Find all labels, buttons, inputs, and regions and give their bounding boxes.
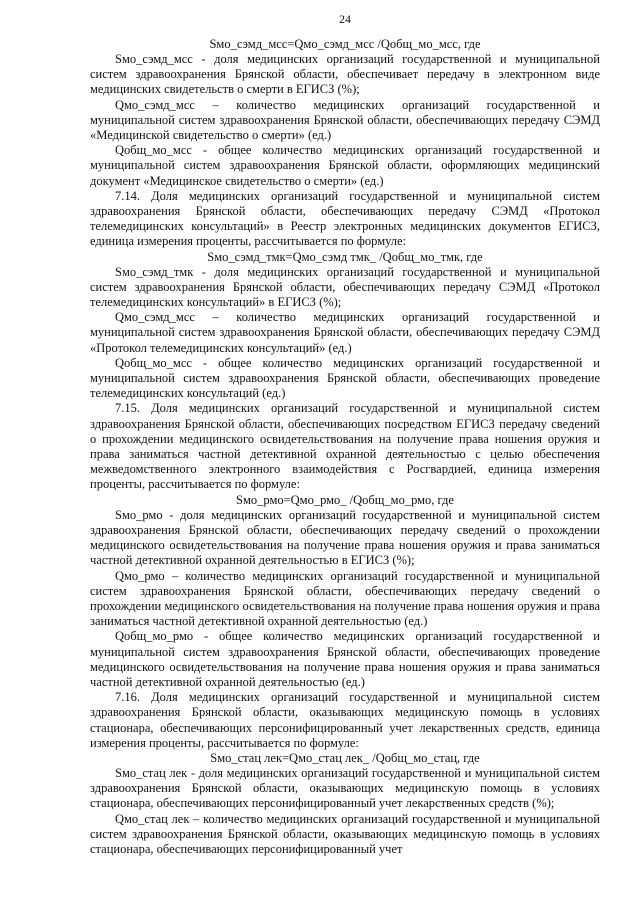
paragraph: Qмо_сэмд_мсс – количество медицинских организаций государственной и муниципальной систем здравоохранения Брянской области, обеспечивающих передачу СЭМД «Протокол телемедицинских консультаций» (ед.) <box>90 310 600 355</box>
paragraph: 7.16. Доля медицинских организаций государственной и муниципальной систем здравоохранения Брянской области, оказывающих медицинскую помощь в условиях стационара, обеспечивающих персонифицированный учет лекарственных средств, единица измерения проценты, рассчитывается по формуле: <box>90 690 600 750</box>
formula-line: Sмо_рмо=Qмо_рмо_ /Qобщ_мо_рмо, где <box>236 492 454 507</box>
paragraph: 7.15. Доля медицинских организаций государственной и муниципальной систем здравоохранения Брянской области, обеспечивающих посредством ЕГИСЗ передачу сведений о прохождении медицинского освидетельствования на получение права ношения оружия и права заниматься частной детективной охранной деятельностью с целью обеспечения межведомственного электронного взаимодействия с Росгвардией, единица измерения проценты, рассчитывается по формуле: <box>90 401 600 492</box>
paragraph: Qмо_стац лек – количество медицинских организаций государственной и муниципальной систем здравоохранения Брянской области, оказывающих медицинскую помощь в условиях стационара, обеспечивающих персонифицированный учет <box>90 811 600 856</box>
document-body <box>90 37 600 857</box>
paragraph: Sмо_стац лек - доля медицинских организаций государственной и муниципальной систем здравоохранения Брянской области, оказывающих медицинскую помощь в условиях стационара, обеспечивающих персонифицированный учет лекарственных средств (%); <box>90 765 600 811</box>
paragraph: Qобщ_мо_мсс - общее количество медицинских организаций государственной и муниципальной систем здравоохранения Брянской области, обеспечивающих проведение телемедицинских консультаций (ед.) <box>90 355 600 401</box>
paragraph: 7.14. Доля медицинских организаций государственной и муниципальной систем здравоохранения Брянской области, обеспечивающих передачу СЭМД «Протокол телемедицинских консультаций» в Реестр электронных медицинских документов ЕГИСЗ, единица измерения проценты, рассчитывается по формуле: <box>90 188 600 249</box>
formula-line: Sмо_стац лек=Qмо_стац лек_ /Qобщ_мо_стац, где <box>210 750 480 765</box>
page-number: 24 <box>339 12 351 26</box>
paragraph: Sмо_рмо - доля медицинских организаций государственной и муниципальной систем здравоохранения Брянской области, обеспечивающих передачу сведений о прохождении медицинского освидетельствования на получение права ношения оружия и права заниматься частной детективной охранной деятельностью в ЕГИСЗ (%); <box>90 507 600 568</box>
paragraph: Qобщ_мо_рмо - общее количество медицинских организаций государственной и муниципальной систем здравоохранения Брянской области, обеспечивающих проведение медицинского освидетельствования на получение права ношения оружия и права заниматься частной детективной охранной деятельностью (ед.) <box>90 629 600 689</box>
paragraph: Qобщ_мо_мсс - общее количество медицинских организаций государственной и муниципальной систем здравоохранения Брянской области, оформляющих медицинский документ «Медицинское свидетельство о смерти» (ед.) <box>90 143 600 188</box>
paragraph: Sмо_сэмд_тмк - доля медицинских организаций государственной и муниципальной систем здравоохранения Брянской области, обеспечивающих передачу СЭМД «Протокол телемедицинских консультаций» в ЕГИСЗ (%); <box>90 264 600 310</box>
formula-line: Sмо_сэмд_тмк=Qмо_сэмд тмк_ /Qобщ_мо_тмк, где <box>207 249 483 264</box>
paragraph: Qмо_сэмд_мсс – количество медицинских организаций государственной и муниципальной систем здравоохранения Брянской области, обеспечивающих передачу СЭМД «Медицинской свидетельство о смерти» (ед.) <box>90 97 600 143</box>
paragraph: Sмо_сэмд_мсс - доля медицинских организаций государственной и муниципальной систем здравоохранения Брянской области, обеспечивает передачу в электронном виде медицинских свидетельств о смерти в ЕГИСЗ (%); <box>90 52 600 97</box>
paragraph: Qмо_рмо – количество медицинских организаций государственной и муниципальной систем здравоохранения Брянской области, обеспечивающих передачу сведений о прохождении медицинского освидетельствования на получение права ношения оружия и права заниматься частной детективной охранной деятельностью (ед.) <box>90 568 600 629</box>
formula-line: Sмо_сэмд_мсс=Qмо_сэмд_мсс /Qобщ_мо_мсс, где <box>209 37 481 51</box>
